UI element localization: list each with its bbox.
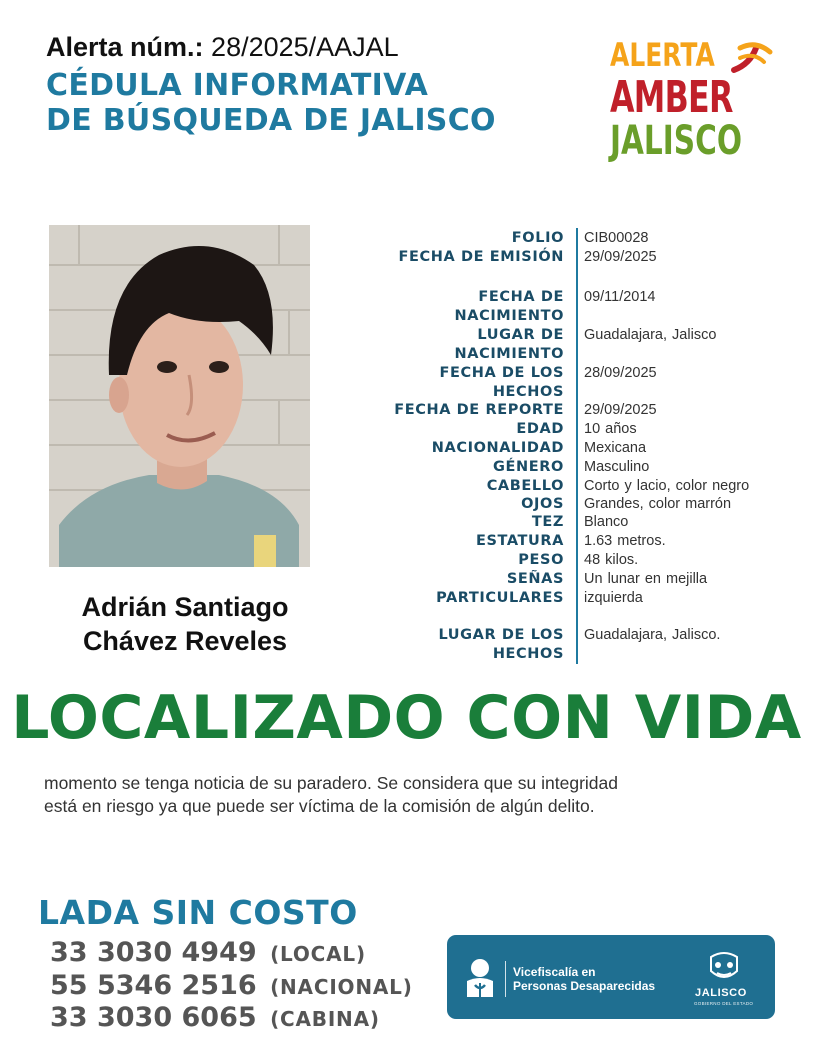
field-value: Grandes, color marrón <box>584 496 732 512</box>
field-fecha-hechos <box>330 364 800 402</box>
paragraph-line-2: está en riesgo ya que puede ser víctima de la comisión de algún delito. <box>44 796 595 816</box>
phone-number: 33 3030 4949 <box>50 937 257 968</box>
alert-label: Alerta núm.: <box>46 32 204 62</box>
person-name <box>40 590 330 658</box>
name-line-1: Adrián Santiago <box>81 592 289 622</box>
field-value: Mexicana <box>584 440 647 456</box>
field-label: ESTATURA <box>475 533 564 549</box>
alert-number: 28/2025/AAJAL <box>211 32 399 62</box>
phone-cabina <box>50 1002 380 1033</box>
vicefiscalia-text <box>513 965 655 993</box>
field-label: SEÑAS <box>506 571 564 587</box>
field-label: PARTICULARES <box>436 590 564 606</box>
field-value: Guadalajara, Jalisco. <box>584 627 721 643</box>
field-value: 28/09/2025 <box>584 365 657 381</box>
field-value: Guadalajara, Jalisco <box>584 327 717 343</box>
field-value: izquierda <box>584 590 643 606</box>
phone-type: (CABINA) <box>270 1007 380 1031</box>
paragraph-line-1: momento se tenga noticia de su paradero. Se considera que su integridad <box>44 773 618 793</box>
field-value: 1.63 metros. <box>584 533 666 549</box>
field-lugar-nacimiento <box>330 326 800 364</box>
field-senas-particulares <box>330 570 800 608</box>
jalisco-text: JALISCO <box>695 987 747 999</box>
field-value: 48 kilos. <box>584 552 639 568</box>
field-label: HECHOS <box>492 384 564 400</box>
person-photo <box>49 225 310 567</box>
alerta-amber-jalisco-logo <box>606 36 784 164</box>
field-label: OJOS <box>521 496 564 512</box>
vicefiscalia-badge <box>447 935 775 1019</box>
logo-line-3: JALISCO <box>610 118 743 164</box>
phone-number: 55 5346 2516 <box>50 970 257 1001</box>
field-label: CABELLO <box>486 478 564 494</box>
title-line-2: DE BÚSQUEDA DE JALISCO <box>46 103 496 138</box>
name-line-2: Chávez Reveles <box>82 626 288 656</box>
field-label: NACIMIENTO <box>454 346 564 362</box>
badge-line-1: Vicefiscalía en <box>513 965 596 979</box>
field-label: LUGAR DE <box>477 327 564 343</box>
field-label: FECHA DE REPORTE <box>394 402 564 418</box>
field-fecha-emision <box>330 248 800 286</box>
field-value: Corto y lacio, color negro <box>584 478 750 494</box>
phone-number: 33 3030 6065 <box>50 1002 257 1033</box>
field-fecha-nacimiento <box>330 288 800 326</box>
badge-line-2: Personas Desaparecidas <box>513 979 656 993</box>
gobierno-text: GOBIERNO DEL ESTADO <box>694 1001 754 1006</box>
field-value: 10 años <box>584 421 637 437</box>
toll-free-title: LADA SIN COSTO <box>38 893 358 932</box>
field-value: CIB00028 <box>584 230 649 246</box>
field-label: HECHOS <box>492 646 564 662</box>
phone-type: (NACIONAL) <box>270 975 413 999</box>
badge-separator <box>505 961 506 997</box>
alert-number-line <box>46 32 399 63</box>
field-value: 09/11/2014 <box>584 289 656 305</box>
logo-line-2: AMBER <box>610 72 733 123</box>
field-lugar-hechos <box>330 626 800 664</box>
field-label: LUGAR DE LOS <box>438 627 564 643</box>
field-label: FOLIO <box>511 230 564 246</box>
field-label: PESO <box>518 552 564 568</box>
field-value: 29/09/2025 <box>584 402 657 418</box>
status-banner: LOCALIZADO CON VIDA <box>11 683 802 753</box>
field-label: FECHA DE LOS <box>439 365 564 381</box>
field-label: FECHA DE <box>478 289 564 305</box>
phone-local <box>50 937 366 968</box>
field-label: NACIONALIDAD <box>431 440 564 456</box>
phone-type: (LOCAL) <box>270 942 366 966</box>
field-value: Un lunar en mejilla <box>584 571 708 587</box>
field-label: TEZ <box>531 514 564 530</box>
phone-nacional <box>50 970 413 1001</box>
jalisco-shield-icon <box>707 949 741 985</box>
title-line-1: CÉDULA INFORMATIVA <box>46 68 429 103</box>
signal-waves-icon <box>726 36 782 96</box>
document-title <box>46 68 496 138</box>
field-value: Masculino <box>584 459 650 475</box>
field-label: GÉNERO <box>493 459 564 475</box>
field-label: NACIMIENTO <box>454 308 564 324</box>
logo-line-1: ALERTA <box>610 36 715 74</box>
field-label: FECHA DE EMISIÓN <box>398 249 564 265</box>
field-label: EDAD <box>516 421 564 437</box>
field-value: 29/09/2025 <box>584 249 657 265</box>
field-value: Blanco <box>584 514 629 530</box>
notice-paragraph <box>44 772 774 818</box>
vicefiscalia-emblem-icon <box>463 957 497 999</box>
